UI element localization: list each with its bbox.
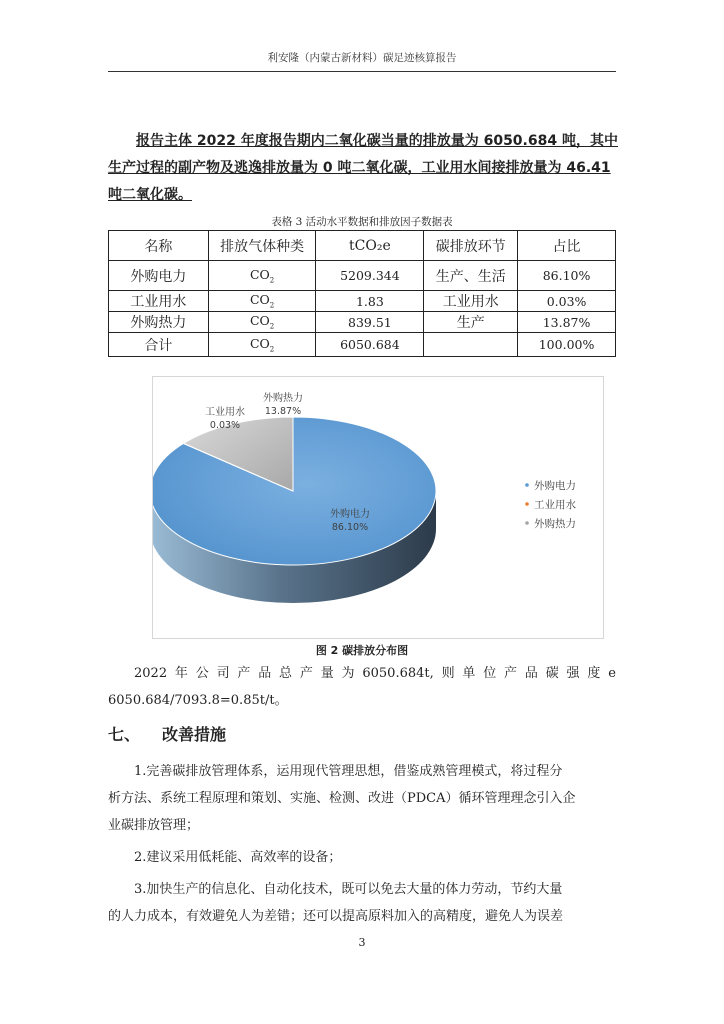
intensity-word: 度 <box>587 666 601 681</box>
header-tco2e: tCO₂e <box>316 231 424 261</box>
cell-share: 0.03% <box>518 291 616 312</box>
intensity-line-1 <box>108 660 616 687</box>
pie-data-value: 86.10% <box>331 522 369 533</box>
intensity-word: 强 <box>566 666 580 681</box>
table-row <box>109 261 616 291</box>
intensity-word: 单 <box>462 666 476 681</box>
intensity-word: 产 <box>504 666 518 681</box>
summary-line-2: 生产过程的副产物及逃逸排放量为 0 吨二氧化碳，工业用水间接排放量为 46.41 <box>108 160 611 176</box>
legend-entry: 工业用水 <box>534 499 576 511</box>
cell-gas: $CO_2$ <box>208 333 316 357</box>
measure-3-line-1: 3.加快生产的信息化、自动化技术，既可以免去大量的体力劳动，节约大量 <box>134 882 563 897</box>
header-stage: 碳排放环节 <box>424 231 518 261</box>
intensity-word: 量 <box>320 666 334 681</box>
intensity-line-2: 6050.684/7093.8=0.85t/t。 <box>108 693 288 708</box>
pie-data-label: 外购热力 <box>263 393 303 404</box>
pie-chart <box>152 376 604 639</box>
cell-share: 100.00% <box>518 333 616 357</box>
intensity-word: 2022 <box>134 666 168 681</box>
cell-name: 外购电力 <box>109 261 209 291</box>
cell-value: 839.51 <box>316 312 424 333</box>
intensity-word: 司 <box>216 666 230 681</box>
intensity-word: 位 <box>483 666 497 681</box>
intensity-word: 产 <box>299 666 313 681</box>
intensity-word: 总 <box>279 666 293 681</box>
pie-data-label: 工业用水 <box>205 407 245 418</box>
cell-name: 工业用水 <box>109 291 209 312</box>
cell-gas: $CO_2$ <box>208 261 316 291</box>
cell-value: 1.83 <box>316 291 424 312</box>
measure-1-line-1: 1.完善碳排放管理体系，运用现代管理思想，借鉴成熟管理模式，将过程分 <box>134 764 563 779</box>
table-caption: 表格 3 活动水平数据和排放因子数据表 <box>271 216 453 228</box>
cell-name: 合计 <box>109 333 209 357</box>
section-heading: 改善措施 <box>162 725 227 744</box>
section-number: 七、 <box>108 725 141 744</box>
cell-stage: 生产 <box>424 312 518 333</box>
measure-1-line-2: 析方法、系统工程原理和策划、实施、检测、改进（PDCA）循环管理理念引入企 <box>108 791 576 806</box>
intensity-word: 公 <box>195 666 209 681</box>
header-share: 占比 <box>518 231 616 261</box>
cell-share: 13.87% <box>518 312 616 333</box>
legend-entry: 外购热力 <box>534 518 576 530</box>
table-row <box>109 333 616 357</box>
cell-stage: 工业用水 <box>424 291 518 312</box>
measure-2: 2.建议采用低耗能、高效率的设备； <box>134 850 342 865</box>
measure-1-line-3: 业碳排放管理； <box>108 818 200 833</box>
activity-data-table <box>108 230 616 357</box>
intensity-word: 品 <box>524 666 538 681</box>
cell-gas: $CO_2$ <box>208 291 316 312</box>
cell-stage: 生产、生活 <box>424 261 518 291</box>
cell-share: 86.10% <box>518 261 616 291</box>
pie-data-value: 13.87% <box>264 406 302 417</box>
intensity-word: 品 <box>258 666 272 681</box>
pie-chart-svg <box>153 377 605 640</box>
legend-marker <box>525 483 529 487</box>
intensity-word: 为 <box>341 666 355 681</box>
measures-list <box>108 758 616 930</box>
summary-line-3: 吨二氧化碳。 <box>108 187 192 203</box>
intensity-word: 碳 <box>545 666 559 681</box>
table-row <box>109 312 616 333</box>
intensity-word: 则 <box>441 666 455 681</box>
summary-line-1: 报告主体 2022 年度报告期内二氧化碳当量的排放量为 6050.684 吨，其中 <box>136 133 618 149</box>
cell-value: 5209.344 <box>316 261 424 291</box>
legend-marker <box>525 521 529 525</box>
page-number: 3 <box>358 936 366 949</box>
figure-caption: 图 2 碳排放分布图 <box>315 644 409 657</box>
legend-entry: 外购电力 <box>534 480 576 492</box>
cell-value: 6050.684 <box>316 333 424 357</box>
table-row <box>109 291 616 312</box>
cell-gas: $CO_2$ <box>208 312 316 333</box>
emission-summary <box>108 128 616 209</box>
cell-name: 外购热力 <box>109 312 209 333</box>
legend-marker <box>525 502 529 506</box>
pie-data-value: 0.03% <box>209 420 241 431</box>
page-header: 利安隆（内蒙古新材料）碳足迹核算报告 <box>108 50 616 72</box>
measure-3-line-2: 的人力成本，有效避免人为差错；还可以提高原料加入的高精度，避免人为误差 <box>108 909 564 924</box>
intensity-word: 年 <box>174 666 188 681</box>
intensity-word: 产 <box>237 666 251 681</box>
intensity-word: e <box>608 666 616 681</box>
intensity-word: 6050.684t, <box>362 666 434 681</box>
header-gas: 排放气体种类 <box>208 231 316 261</box>
cell-stage <box>424 333 518 357</box>
section-title <box>108 722 226 745</box>
header-name: 名称 <box>109 231 209 261</box>
intensity-paragraph <box>108 660 616 714</box>
table-header-row <box>109 231 616 261</box>
pie-data-label: 外购电力 <box>330 509 370 520</box>
